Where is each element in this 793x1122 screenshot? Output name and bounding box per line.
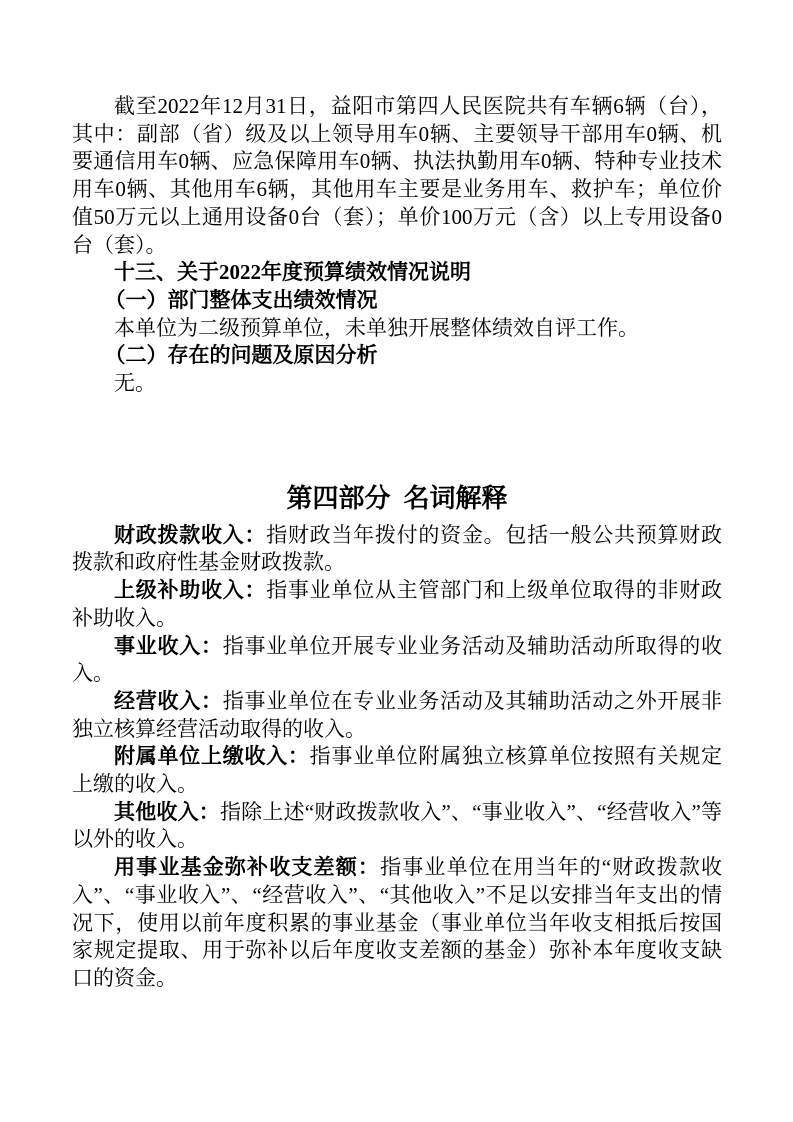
glossary-definition: 指事业单位从主管部门和上级单位取得的非财政补助收入。 (72, 578, 723, 630)
glossary-item-superior-subsidy-income (72, 577, 722, 632)
glossary-item-career-fund-deficit-cover (72, 854, 722, 993)
glossary-term: 事业收入： (114, 633, 223, 658)
glossary-definition: 指事业单位在用当年的“财政拨款收入”、“事业收入”、“经营收入”、“其他收入”不足以安排当年支出的情况下，使用以前年度积累的事业基金（事业单位当年收支相抵后按国家规定提取、用于弥补以后年度收支差额的基金）弥补本年度收支缺口的资金。 (72, 855, 722, 990)
glossary-item-fiscal-appropriation-income (72, 522, 722, 577)
glossary-term: 经营收入： (114, 688, 223, 713)
glossary-definition: 指财政当年拨付的资金。包括一般公共预算财政拨款和政府性基金财政拨款。 (72, 522, 723, 575)
glossary-term: 附属单位上缴收入： (114, 744, 310, 769)
glossary-term: 上级补助收入： (114, 578, 267, 603)
subsection-2-body: 无。 (114, 371, 156, 396)
section-13-heading: 十三、关于2022年度预算绩效情况说明 (114, 260, 471, 285)
subsection-1-heading: （一）部门整体支出绩效情况 (104, 287, 378, 312)
glossary-definition: 指事业单位开展专业业务活动及辅助活动所取得的收入。 (72, 633, 723, 686)
glossary-definition: 指除上述“财政拨款收入”、“事业收入”、“经营收入”等以外的收入。 (72, 799, 722, 852)
glossary-item-institutional-income (72, 633, 722, 688)
glossary-item-other-income (72, 799, 722, 854)
glossary-item-operating-income (72, 688, 722, 743)
glossary-term: 其他收入： (114, 799, 220, 824)
glossary-term: 用事业基金弥补收支差额： (114, 855, 381, 880)
glossary-definition: 指事业单位附属独立核算单位按照有关规定上缴的收入。 (72, 744, 723, 797)
part4-title: 第四部分 名词解释 (286, 483, 508, 513)
subsection-2-heading: （二）存在的问题及原因分析 (104, 343, 378, 368)
subsection-1-body: 本单位为二级预算单位，未单独开展整体绩效自评工作。 (114, 315, 639, 340)
glossary-item-affiliated-unit-remittance-income (72, 743, 722, 798)
glossary-term: 财政拨款收入： (114, 522, 267, 547)
vehicles-paragraph: 截至2022年12月31日，益阳市第四人民医院共有车辆6辆（台），其中：副部（省）级及以上领导用车0辆、主要领导干部用车0辆、机要通信用车0辆、应急保障用车0辆、执法执勤用车0辆、特种专业技术用车0辆、其他用车6辆，其他用车主要是业务用车、救护车；单位价值50万元以上通用设备0台（套）；单价100万元（含）以上专用设备0台（套）。 (72, 94, 722, 257)
glossary-definition: 指事业单位在专业业务活动及其辅助活动之外开展非独立核算经营活动取得的收入。 (72, 688, 723, 741)
